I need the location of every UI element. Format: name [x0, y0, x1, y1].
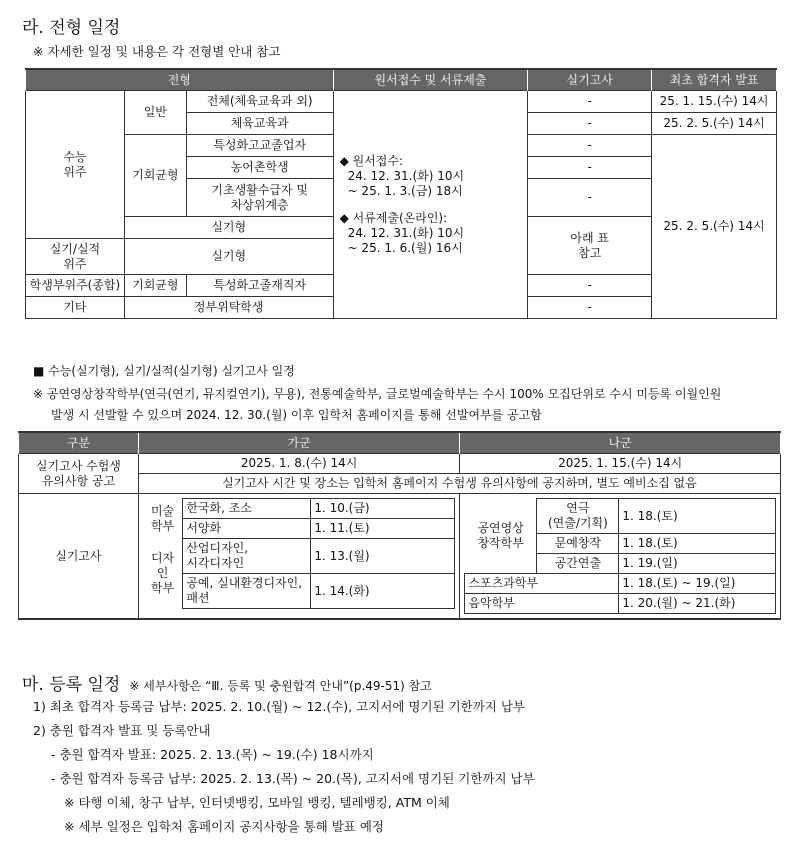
docs-line2: ~ 25. 1. 6.(월) 16시 [347, 240, 463, 255]
ga-row-date: 1. 13.(월) [311, 539, 455, 574]
exam-dash: - [528, 179, 652, 217]
reg-line-6: ※ 세부 일정은 입학처 홈페이지 공지사항을 통해 발표 예정 [64, 819, 384, 834]
group-gita: 기타 [26, 297, 125, 319]
exam-label: 실기고사 [19, 494, 139, 620]
reg-line-3: - 충원 합격자 발표: 2025. 2. 13.(목) ~ 19.(수) 18시까지 [51, 747, 374, 762]
header-ga: 가군 [138, 432, 460, 454]
apply-line2: ~ 25. 1. 3.(금) 18시 [347, 183, 463, 198]
ga-exam-cell [138, 494, 460, 620]
section-note-ma: ※ 세부사항은 “Ⅲ. 등록 및 충원합격 안내”(p.49-51) 참고 [129, 679, 432, 693]
reg-line-1: 1) 최초 합격자 등록금 납부: 2025. 2. 10.(월) ~ 12.(수), 고지서에 명기된 기한까지 납부 [33, 699, 525, 714]
row-tgwork: 특성화고졸재직자 [186, 275, 333, 297]
exam-heading: ■ 수능(실기형), 실기/실적(실기형) 실기고사 일정 [33, 364, 295, 378]
row-silgi2: 실기형 [124, 239, 333, 275]
exam-dash: - [528, 297, 652, 319]
announce-2: 25. 2. 5.(수) 14시 [652, 113, 777, 135]
header-announce: 최초 합격자 발표 [652, 69, 777, 91]
apply-label: 원서접수: [352, 153, 404, 168]
dept-design: 디자인 학부 [150, 551, 175, 595]
dept-misul: 미술 학부 [150, 503, 175, 533]
header-category: 구분 [19, 432, 139, 454]
apply-line1: 24. 12. 31.(화) 10시 [347, 168, 465, 183]
exam-dash: - [528, 91, 652, 113]
notice-label: 실기고사 수험생 유의사항 공고 [19, 454, 139, 494]
na-row-name: 공간연출 [537, 554, 619, 574]
apply-period-cell: ◆ 원서접수: 24. 12. 31.(화) 10시 ~ 25. 1. 3.(금) 18시 ◆ 서류제출(온라인): 24. 12. 31.(화) 10시 ~ 25. 1. 6.(월) 16시 [333, 91, 528, 319]
na-row-date: 1. 18.(토) [619, 499, 776, 534]
sub-gihoe: 기회균형 [124, 135, 186, 217]
practical-exam-table [18, 431, 781, 620]
row-silgi: 실기형 [124, 217, 333, 239]
ga-row-name: 서양화 [183, 519, 311, 539]
ga-exam-table [143, 498, 456, 609]
ga-row-date: 1. 11.(토) [311, 519, 455, 539]
row-basic: 기초생활수급자 및 차상위계층 [186, 179, 333, 217]
na-row-name: 연극 (연출/기획) [537, 499, 619, 534]
exam-dash: - [528, 157, 652, 179]
dept-music: 음악학부 [465, 594, 619, 614]
ga-row-date: 1. 14.(화) [311, 574, 455, 609]
row-gov: 정부위탁학생 [124, 297, 333, 319]
na-row-date: 1. 18.(토) [619, 534, 776, 554]
group-silgi-silj: 실기/실적 위주 [26, 239, 125, 275]
ga-row-date: 1. 10.(금) [311, 499, 455, 519]
section-note-ra: ※ 자세한 일정 및 내용은 각 전형별 안내 참고 [33, 44, 281, 59]
sub-gihoe2: 기회균형 [124, 275, 186, 297]
announce-1: 25. 1. 15.(수) 14시 [652, 91, 777, 113]
ga-notice-date: 2025. 1. 8.(수) 14시 [138, 454, 460, 474]
section-title-ma: 마. 등록 일정 [22, 675, 121, 695]
music-date: 1. 20.(월) ~ 21.(화) [619, 594, 776, 614]
exam-dash: - [528, 135, 652, 157]
na-exam-cell [460, 494, 781, 620]
na-exam-table [464, 498, 776, 614]
ga-row-name: 공예, 실내환경디자인, 패션 [183, 574, 311, 609]
section-title-ra: 라. 전형 일정 [22, 18, 121, 38]
exam-note-2: 발생 시 선발할 수 있으며 2024. 12. 30.(월) 이후 입학처 홈페이지를 통해 선발여부를 공고함 [51, 408, 542, 422]
section-header-ma [22, 670, 432, 695]
group-suneung: 수능 위주 [26, 91, 125, 239]
na-row-name: 문예창작 [537, 534, 619, 554]
reg-line-2: 2) 충원 합격자 발표 및 등록안내 [33, 723, 211, 738]
notice-detail: 실기고사 시간 및 장소는 입학처 홈페이지 수험생 유의사항에 공지하며, 별도 예비소집 없음 [138, 474, 780, 494]
sports-date: 1. 18.(토) ~ 19.(일) [619, 574, 776, 594]
row-all: 전체(체육교육과 외) [186, 91, 333, 113]
dept-sports: 스포츠과학부 [465, 574, 619, 594]
ga-row-name: 산업디자인, 시각디자인 [183, 539, 311, 574]
dept-gongyeon: 공연영상 창작학부 [477, 520, 524, 550]
exam-dash: - [528, 113, 652, 135]
sub-ilban: 일반 [124, 91, 186, 135]
row-pe: 체육교육과 [186, 113, 333, 135]
admission-schedule-table [25, 68, 777, 319]
row-tg: 특성화고교졸업자 [186, 135, 333, 157]
na-notice-date: 2025. 1. 15.(수) 14시 [460, 454, 781, 474]
docs-label: 서류제출(온라인): [352, 210, 448, 225]
header-na: 나군 [460, 432, 781, 454]
reg-line-5: ※ 타행 이체, 창구 납부, 인터넷뱅킹, 모바일 뱅킹, 텔레뱅킹, ATM 이체 [64, 795, 450, 810]
group-student: 학생부위주(종합) [26, 275, 125, 297]
header-exam: 실기고사 [528, 69, 652, 91]
header-type: 전형 [26, 69, 334, 91]
exam-ref: 아래 표 참고 [528, 217, 652, 275]
row-farm: 농어촌학생 [186, 157, 333, 179]
na-row-date: 1. 19.(일) [619, 554, 776, 574]
announce-3: 25. 2. 5.(수) 14시 [652, 135, 777, 319]
ga-row-name: 한국화, 조소 [183, 499, 311, 519]
docs-line1: 24. 12. 31.(화) 10시 [347, 225, 465, 240]
reg-line-4: - 충원 합격자 등록금 납부: 2025. 2. 13.(목) ~ 20.(목), 고지서에 명기된 기한까지 납부 [51, 771, 535, 786]
exam-note-1: ※ 공연영상창작학부(연극(연기, 뮤지컬연기), 무용), 전통예술학부, 글로벌예술학부는 수시 100% 모집단위로 수시 미등록 이월인원 [33, 387, 722, 401]
header-apply: 원서접수 및 서류제출 [333, 69, 528, 91]
exam-dash: - [528, 275, 652, 297]
